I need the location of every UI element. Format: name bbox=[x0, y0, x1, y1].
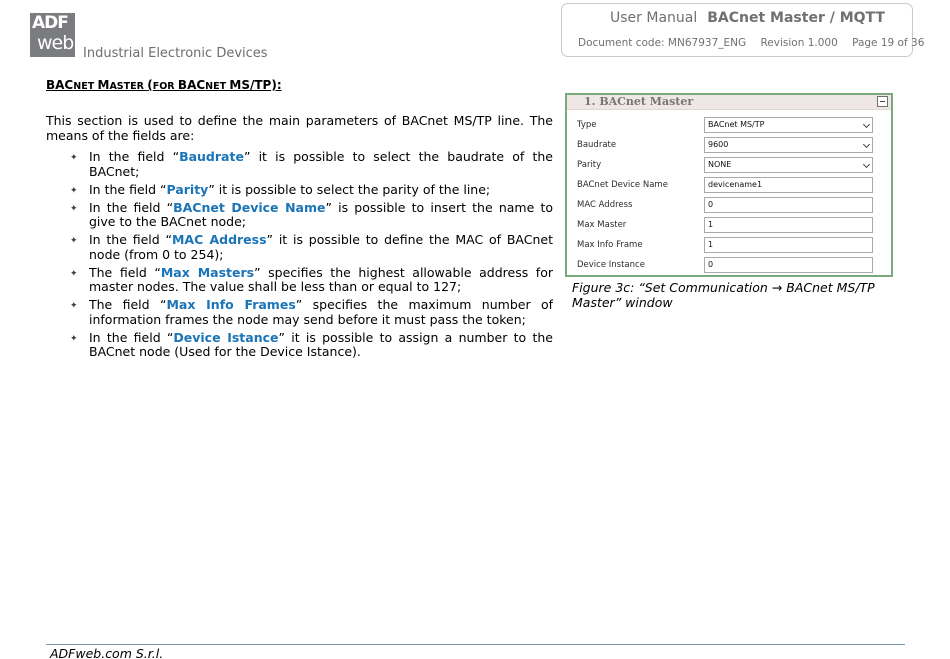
revision-label: Revision 1.000 bbox=[760, 37, 838, 49]
baudrate-select[interactable]: 9600 bbox=[704, 137, 873, 153]
parity-select[interactable]: NONE bbox=[704, 157, 873, 173]
keyword: Parity bbox=[166, 181, 209, 197]
logo-text-top: ADF bbox=[32, 13, 68, 33]
bullet-icon: ✦ bbox=[70, 301, 78, 311]
list-item: ✦ In the field “Baudrate” it is possible to select the baudrate of the BACnet; bbox=[70, 149, 553, 179]
type-select[interactable]: BACnet MS/TP bbox=[704, 117, 873, 133]
keyword: Device Istance bbox=[173, 329, 279, 345]
panel-header bbox=[567, 95, 891, 110]
panel-title: 1. BACnet Master bbox=[584, 95, 694, 108]
chevron-down-icon bbox=[863, 141, 870, 148]
figure-caption: Figure 3c: “Set Communication → BACnet MS/TP Master” window bbox=[572, 280, 875, 310]
field-label: Max Info Frame bbox=[577, 240, 643, 250]
panel-body bbox=[567, 112, 891, 275]
adfweb-logo bbox=[30, 13, 75, 57]
keyword: BACnet Device Name bbox=[173, 199, 326, 215]
document-meta bbox=[578, 37, 924, 49]
form-row-type bbox=[577, 117, 877, 134]
form-row-baudrate bbox=[577, 137, 877, 154]
footer-divider bbox=[46, 644, 905, 645]
max-info-frame-input[interactable]: 1 bbox=[704, 237, 873, 253]
list-item: ✦ In the field “BACnet Device Name” is possible to insert the name to give to the BACnet node; bbox=[70, 199, 553, 229]
field-label: Baudrate bbox=[577, 140, 617, 150]
intro-paragraph: This section is used to define the main parameters of BACnet MS/TP line. The means of the fields are: bbox=[46, 113, 553, 143]
bullet-icon: ✦ bbox=[70, 203, 78, 214]
chevron-down-icon bbox=[863, 161, 870, 168]
list-item: ✦ In the field “MAC Address” it is possible to define the MAC of BACnet node (from 0 to 254); bbox=[70, 232, 553, 262]
keyword: MAC Address bbox=[171, 232, 267, 247]
list-item: ✦ The field “Max Masters” specifies the highest allowable address for master nodes. The value shall be less than or equal to 127; bbox=[70, 264, 553, 294]
device-instance-input[interactable]: 0 bbox=[704, 257, 873, 273]
document-code: Document code: MN67937_ENG bbox=[578, 37, 747, 49]
product-title: BACnet Master / MQTT bbox=[707, 10, 885, 26]
form-row-mac-address bbox=[577, 197, 877, 214]
device-name-input[interactable]: devicename1 bbox=[704, 177, 873, 193]
footer-company: ADFweb.com S.r.l. bbox=[50, 646, 164, 659]
manual-label: User Manual bbox=[610, 10, 698, 26]
page-number: Page 19 of 36 bbox=[852, 37, 925, 49]
mac-address-input[interactable]: 0 bbox=[704, 197, 873, 213]
form-row-max-master bbox=[577, 217, 877, 234]
form-row-device-name bbox=[577, 177, 877, 194]
form-row-device-instance bbox=[577, 257, 877, 274]
field-label: BACnet Device Name bbox=[577, 180, 668, 190]
document-header-box bbox=[561, 3, 925, 57]
keyword: Max Masters bbox=[160, 264, 255, 280]
bullet-icon: ✦ bbox=[70, 185, 78, 196]
document-title bbox=[610, 10, 885, 26]
field-label: Type bbox=[577, 120, 597, 130]
keyword: Max Info Frames bbox=[166, 297, 296, 312]
field-label: Max Master bbox=[577, 220, 627, 230]
bacnet-master-panel bbox=[565, 93, 893, 277]
chevron-down-icon bbox=[863, 121, 870, 128]
form-row-max-info-frame bbox=[577, 237, 877, 254]
field-description-list bbox=[46, 150, 553, 363]
bullet-icon: ✦ bbox=[70, 268, 78, 279]
list-item: ✦ The field “Max Info Frames” specifies the maximum number of information frames the node may send before it must pass the token; bbox=[70, 297, 554, 327]
bullet-icon: ✦ bbox=[70, 236, 78, 246]
list-item: ✦ In the field “Parity” it is possible to select the parity of the line; bbox=[70, 181, 491, 197]
form-row-parity bbox=[577, 157, 877, 174]
list-item: ✦ In the field “Device Istance” it is possible to assign a number to the BACnet node (Used for the Device Istance). bbox=[70, 329, 553, 359]
bullet-icon: ✦ bbox=[70, 153, 78, 163]
keyword: Baudrate bbox=[179, 149, 244, 164]
field-label: Parity bbox=[577, 160, 602, 170]
logo-text-bottom: web bbox=[37, 32, 74, 54]
section-heading: BACNET MASTER (FOR BACNET MS/TP): bbox=[46, 78, 282, 92]
max-master-input[interactable]: 1 bbox=[704, 217, 873, 233]
company-tagline: Industrial Electronic Devices bbox=[83, 46, 268, 61]
collapse-icon[interactable] bbox=[877, 96, 888, 107]
bullet-icon: ✦ bbox=[70, 333, 78, 344]
field-label: MAC Address bbox=[577, 200, 633, 210]
field-label: Device Instance bbox=[577, 260, 645, 270]
